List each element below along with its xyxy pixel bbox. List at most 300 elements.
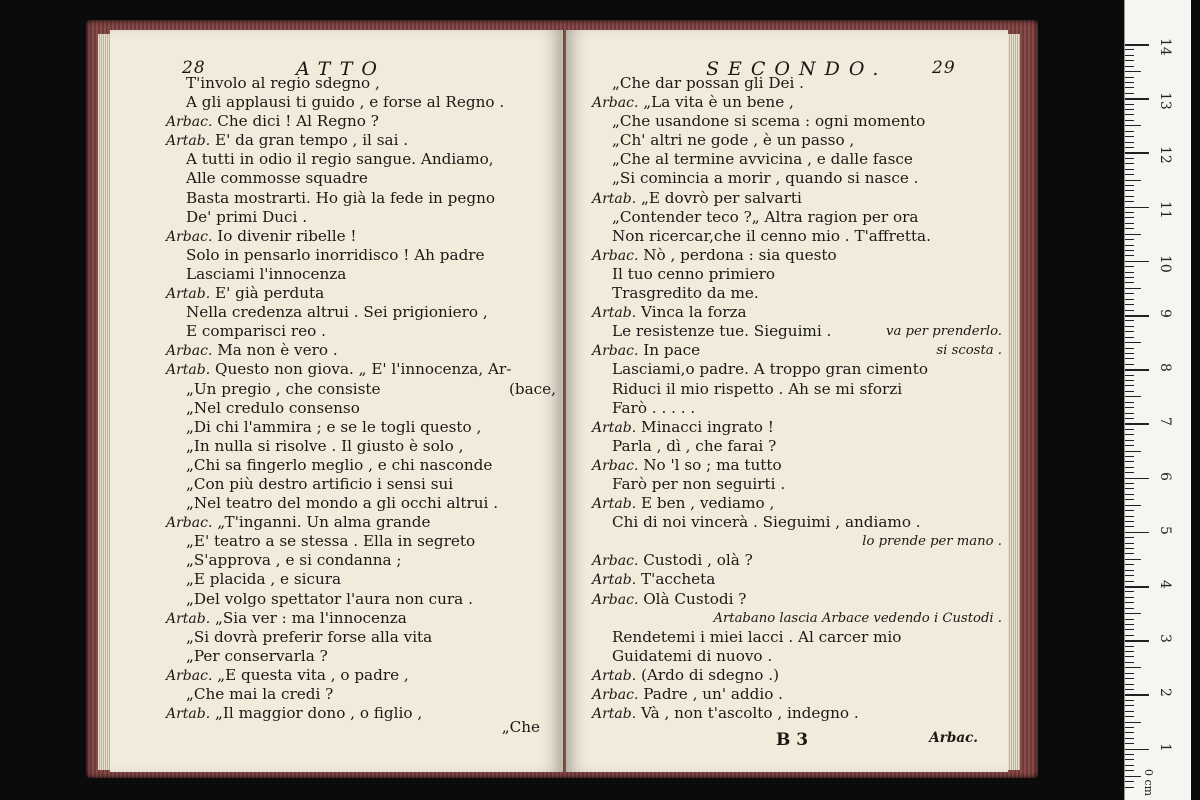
line-text: Nò , perdona : sia questo xyxy=(643,245,837,264)
line-text: „Che mai la credi ? xyxy=(186,685,334,703)
ruler-tick xyxy=(1125,223,1134,224)
line-overflow-text: (bace, xyxy=(508,379,556,398)
measurement-ruler xyxy=(1124,0,1191,800)
text-line xyxy=(592,704,1002,723)
speaker-name: Artab. xyxy=(592,305,637,322)
ruler-tick xyxy=(1125,537,1134,538)
ruler-tick xyxy=(1125,597,1134,598)
ruler-tick xyxy=(1125,575,1134,576)
line-text: Ma non è vero . xyxy=(217,341,338,360)
ruler-tick xyxy=(1125,255,1134,256)
line-text: T'accheta xyxy=(641,570,716,589)
ruler-tick xyxy=(1125,299,1134,300)
ruler-label: 1 xyxy=(1157,742,1173,752)
ruler-tick xyxy=(1125,239,1134,240)
line-text: Riduci il mio rispetto . Ah se mi sforzi xyxy=(612,379,903,398)
line-text: Parla , dì , che farai ? xyxy=(612,436,777,455)
speaker-name: Artab. xyxy=(166,706,211,723)
speaker-name: Arbac. xyxy=(592,687,639,703)
speaker-name: Artab. xyxy=(166,610,211,627)
ruler-tick xyxy=(1125,770,1134,771)
speaker-name: Artab. xyxy=(592,419,637,436)
speaker-name: Arbac. xyxy=(166,515,213,532)
line-text: „Nel teatro del mondo a gli occhi altrui . xyxy=(186,494,499,513)
text-line xyxy=(592,74,1002,93)
stage-direction: Artabano lascia Arbace vedendo i Custodi . xyxy=(713,610,1002,626)
ruler-tick xyxy=(1125,510,1134,511)
line-text: Solo in pensarlo inorridisco ! Ah padre xyxy=(186,245,485,264)
ruler-tick xyxy=(1125,185,1134,186)
ruler-tick xyxy=(1125,445,1134,446)
ruler-tick xyxy=(1125,673,1134,674)
line-text: „S'approva , e si condanna ; xyxy=(186,551,402,570)
ruler-tick xyxy=(1125,152,1149,154)
ruler-tick xyxy=(1125,624,1134,625)
text-line xyxy=(166,513,556,532)
text-line xyxy=(166,265,556,284)
ruler-unit-label: 0 cm xyxy=(1142,769,1155,797)
ruler-tick xyxy=(1125,304,1134,305)
line-text: Questo non giova. „ E' l'innocenza, Ar- xyxy=(215,360,512,379)
ruler-label: 5 xyxy=(1157,525,1173,535)
ruler-tick xyxy=(1125,104,1134,105)
text-line xyxy=(592,418,1002,437)
text-line xyxy=(592,322,1002,341)
ruler-tick xyxy=(1125,163,1134,164)
text-line xyxy=(592,246,1002,265)
speaker-name: Arbac. xyxy=(166,114,213,131)
ruler-tick xyxy=(1125,456,1134,457)
ruler-tick xyxy=(1125,396,1141,397)
ruler-tick xyxy=(1125,114,1134,115)
ruler-tick xyxy=(1125,581,1134,582)
ruler-label: 6 xyxy=(1157,471,1173,481)
text-line xyxy=(166,150,556,169)
ruler-tick xyxy=(1125,716,1134,717)
ruler-tick xyxy=(1125,564,1134,565)
ruler-tick xyxy=(1125,353,1134,354)
line-text: Olà Custodi ? xyxy=(643,589,747,608)
speaker-name: Artab. xyxy=(166,362,211,379)
speaker-name: Arbac. xyxy=(166,228,213,245)
line-text: „Un pregio , che consiste xyxy=(186,379,381,398)
line-text: „Del volgo spettator l'aura non cura . xyxy=(186,589,473,608)
ruler-tick xyxy=(1125,207,1149,209)
text-line xyxy=(592,112,1002,131)
ruler-tick xyxy=(1125,201,1134,202)
text-line xyxy=(166,208,556,227)
ruler-tick xyxy=(1125,738,1134,739)
left-page-number: 28 xyxy=(182,58,206,78)
line-text: „In nulla si risolve . Il giusto è solo , xyxy=(186,436,464,455)
ruler-tick xyxy=(1125,358,1134,359)
text-line xyxy=(592,494,1002,513)
ruler-tick xyxy=(1125,619,1134,620)
text-line xyxy=(592,590,1002,609)
text-line xyxy=(592,341,1002,360)
line-text: „E placida , e sicura xyxy=(186,570,342,589)
ruler-tick xyxy=(1125,77,1134,78)
left-catchword: „Che xyxy=(501,718,540,736)
line-text: Lasciami,o padre. A troppo gran cimento xyxy=(612,360,928,379)
ruler-tick xyxy=(1125,451,1141,452)
text-line xyxy=(592,150,1002,169)
ruler-tick xyxy=(1125,369,1149,371)
line-text: Farò . . . . . xyxy=(612,398,696,417)
text-line xyxy=(592,437,1002,456)
text-line xyxy=(166,360,556,379)
line-text: „T'inganni. Un alma grande xyxy=(217,513,431,532)
line-text: „Si dovrà preferir forse alla vita xyxy=(186,627,433,646)
ruler-tick xyxy=(1125,472,1134,473)
text-line xyxy=(592,303,1002,322)
line-text: „Per conservarla ? xyxy=(186,646,328,665)
ruler-tick xyxy=(1125,684,1134,685)
text-line xyxy=(166,93,556,112)
ruler-tick xyxy=(1125,55,1134,56)
text-line xyxy=(166,437,556,456)
speaker-name: Artab. xyxy=(592,572,637,589)
ruler-tick xyxy=(1125,499,1134,500)
line-text: „Di chi l'ammira ; e se le togli questo , xyxy=(186,417,482,436)
line-text: In pace xyxy=(643,341,701,360)
ruler-tick xyxy=(1125,461,1134,462)
text-line xyxy=(166,647,556,666)
ruler-tick xyxy=(1125,559,1141,560)
ruler-tick xyxy=(1125,651,1134,652)
text-line xyxy=(592,628,1002,647)
line-text: „Si comincia a morir , quando si nasce . xyxy=(612,169,919,188)
text-line xyxy=(592,609,1002,628)
text-line xyxy=(166,456,556,475)
line-text: A gli applausi ti guido , e forse al Regno . xyxy=(186,93,505,112)
line-text: Che dici ! Al Regno ? xyxy=(217,112,379,131)
line-text: „Che al termine avvicina , e dalle fasce xyxy=(612,150,913,169)
line-text: Và , non t'ascolto , indegno . xyxy=(641,704,859,723)
line-text: „E dovrò per salvarti xyxy=(641,188,802,207)
speaker-name: Arbac. xyxy=(166,343,213,360)
text-line xyxy=(166,246,556,265)
line-text: Alle commosse squadre xyxy=(186,169,368,188)
ruler-tick xyxy=(1125,71,1141,72)
right-text-block xyxy=(592,74,1002,723)
text-line xyxy=(166,551,556,570)
line-text: E comparisci reo . xyxy=(186,322,326,341)
ruler-tick xyxy=(1125,440,1134,441)
ruler-tick xyxy=(1125,662,1134,663)
ruler-tick xyxy=(1125,700,1134,701)
ruler-tick xyxy=(1125,49,1134,50)
ruler-tick xyxy=(1125,272,1134,273)
ruler-label: 13 xyxy=(1157,92,1173,111)
text-line xyxy=(166,609,556,628)
text-line xyxy=(166,131,556,150)
text-line xyxy=(166,74,556,93)
ruler-label: 10 xyxy=(1157,254,1173,273)
ruler-tick xyxy=(1125,646,1134,647)
speaker-name: Arbac. xyxy=(592,457,639,474)
line-text: „Ch' altri ne gode , è un passo , xyxy=(612,131,855,150)
text-line xyxy=(592,360,1002,379)
ruler-tick xyxy=(1125,331,1134,332)
speaker-name: Artab. xyxy=(592,667,637,684)
text-line xyxy=(592,399,1002,418)
line-text: No 'l so ; ma tutto xyxy=(643,455,782,474)
text-line xyxy=(166,418,556,437)
ruler-tick xyxy=(1125,190,1134,191)
ruler-tick xyxy=(1125,98,1149,100)
line-text: „Il maggior dono , o figlio , xyxy=(215,704,423,723)
ruler-tick xyxy=(1125,288,1141,289)
ruler-tick xyxy=(1125,678,1134,679)
line-text: „Sia ver : ma l'innocenza xyxy=(215,608,407,627)
ruler-tick xyxy=(1125,467,1134,468)
line-text: „La vita è un bene , xyxy=(643,93,794,112)
text-line xyxy=(166,494,556,513)
right-page xyxy=(566,30,1008,772)
ruler-tick xyxy=(1125,613,1141,614)
text-line xyxy=(166,341,556,360)
ruler-tick xyxy=(1125,494,1134,495)
ruler-tick xyxy=(1125,282,1134,283)
text-line xyxy=(166,666,556,685)
line-text: A tutti in odio il regio sangue. Andiamo, xyxy=(186,150,494,169)
line-text: „E' teatro a se stessa . Ella in segreto xyxy=(186,532,476,551)
text-line xyxy=(166,322,556,341)
ruler-tick xyxy=(1125,667,1141,668)
ruler-label: 8 xyxy=(1157,363,1173,373)
text-line xyxy=(592,551,1002,570)
text-line xyxy=(166,570,556,589)
line-text: „Che dar possan gli Dei . xyxy=(612,74,805,92)
ruler-tick xyxy=(1125,169,1134,170)
ruler-tick xyxy=(1125,570,1134,571)
ruler-tick xyxy=(1125,348,1134,349)
ruler-tick xyxy=(1125,781,1134,782)
line-text: Basta mostrarti. Ho già la fede in pegno xyxy=(186,188,496,207)
ruler-tick xyxy=(1125,787,1134,788)
ruler-label: 9 xyxy=(1157,309,1173,318)
ruler-tick xyxy=(1125,196,1134,197)
ruler-tick xyxy=(1125,142,1134,143)
line-text: Guidatemi di nuovo . xyxy=(612,646,773,665)
stage-direction: si scosta . xyxy=(936,343,1002,359)
text-line xyxy=(592,131,1002,150)
text-line xyxy=(166,704,556,723)
ruler-tick xyxy=(1125,277,1134,278)
ruler-tick xyxy=(1125,326,1134,327)
text-line xyxy=(592,227,1002,246)
line-text: T'involo al regio sdegno , xyxy=(186,74,380,92)
text-line xyxy=(592,570,1002,589)
ruler-tick xyxy=(1125,342,1141,343)
ruler-tick xyxy=(1125,602,1134,603)
line-text: E' da gran tempo , il sai . xyxy=(215,131,409,150)
ruler-tick xyxy=(1125,174,1134,175)
line-text: „Nel credulo consenso xyxy=(186,398,360,417)
ruler-tick xyxy=(1125,66,1134,67)
line-text: Nella credenza altrui . Sei prigioniero , xyxy=(186,303,488,322)
speaker-name: Artab. xyxy=(592,190,637,207)
ruler-tick xyxy=(1125,553,1134,554)
line-text: Farò per non seguirti . xyxy=(612,474,786,493)
text-line xyxy=(166,532,556,551)
ruler-tick xyxy=(1125,407,1134,408)
ruler-tick xyxy=(1125,705,1134,706)
ruler-tick xyxy=(1125,413,1134,414)
ruler-tick xyxy=(1125,640,1149,642)
ruler-tick xyxy=(1125,429,1134,430)
ruler-label: 7 xyxy=(1157,417,1173,427)
left-text-block xyxy=(166,74,556,723)
speaker-name: Arbac. xyxy=(592,247,639,264)
text-line xyxy=(166,189,556,208)
ruler-tick xyxy=(1125,125,1141,126)
left-page xyxy=(110,30,563,772)
ruler-tick xyxy=(1125,548,1134,549)
ruler-tick xyxy=(1125,158,1134,159)
speaker-name: Arbac. xyxy=(592,95,639,112)
line-text: Io divenir ribelle ! xyxy=(217,226,357,245)
ruler-tick xyxy=(1125,532,1149,534)
line-text: „Che usandone si scema : ogni momento xyxy=(612,112,926,131)
ruler-label: 2 xyxy=(1157,688,1173,698)
ruler-tick xyxy=(1125,629,1134,630)
right-page-number: 29 xyxy=(932,58,956,78)
text-line xyxy=(592,265,1002,284)
text-line xyxy=(166,399,556,418)
ruler-tick xyxy=(1125,488,1134,489)
ruler-tick xyxy=(1125,391,1134,392)
text-line xyxy=(166,380,556,399)
stage-direction: va per prenderlo. xyxy=(886,324,1002,340)
ruler-tick xyxy=(1125,722,1141,723)
ruler-tick xyxy=(1125,82,1134,83)
line-text: Minacci ingrato ! xyxy=(641,417,774,436)
stage-direction: lo prende per mano . xyxy=(862,534,1002,550)
text-line xyxy=(592,456,1002,475)
text-line xyxy=(592,685,1002,704)
line-text: Le resistenze tue. Sieguimi . xyxy=(612,322,832,341)
line-text: Padre , un' addio . xyxy=(643,685,783,703)
text-line xyxy=(592,475,1002,494)
text-line xyxy=(166,590,556,609)
ruler-tick xyxy=(1125,483,1134,484)
speaker-name: Artab. xyxy=(166,133,211,150)
ruler-label: 12 xyxy=(1157,146,1173,165)
ruler-tick xyxy=(1125,310,1134,311)
ruler-tick xyxy=(1125,120,1134,121)
ruler-tick xyxy=(1125,93,1134,94)
line-text: Chi di noi vincerà . Sieguimi , andiamo . xyxy=(612,513,921,532)
ruler-tick xyxy=(1125,635,1134,636)
line-text: „E questa vita , o padre , xyxy=(217,665,409,684)
text-line xyxy=(166,475,556,494)
ruler-tick xyxy=(1125,266,1134,267)
ruler-tick xyxy=(1125,131,1134,132)
speaker-name: Arbac. xyxy=(592,553,639,570)
speaker-name: Arbac. xyxy=(166,667,213,684)
text-line xyxy=(592,532,1002,551)
line-text: Trasgredito da me. xyxy=(612,284,759,303)
right-running-head: SECONDO. xyxy=(706,58,888,80)
ruler-tick xyxy=(1125,505,1141,506)
ruler-tick xyxy=(1125,217,1134,218)
line-text: „Chi sa fingerlo meglio , e chi nasconde xyxy=(186,455,493,474)
text-line xyxy=(592,513,1002,532)
text-line xyxy=(592,189,1002,208)
ruler-tick xyxy=(1125,656,1134,657)
ruler-tick xyxy=(1125,727,1134,728)
ruler-tick xyxy=(1125,136,1134,137)
ruler-tick xyxy=(1125,749,1149,751)
ruler-tick xyxy=(1125,180,1141,181)
text-line xyxy=(592,93,1002,112)
ruler-tick xyxy=(1125,250,1134,251)
line-text: „Con più destro artificio i sensi sui xyxy=(186,474,454,493)
line-text: „Contender teco ?„ Altra ragion per ora xyxy=(612,207,919,226)
ruler-tick xyxy=(1125,418,1134,419)
ruler-tick xyxy=(1125,776,1141,777)
ruler-tick xyxy=(1125,293,1134,294)
ruler-tick xyxy=(1125,543,1134,544)
ruler-tick xyxy=(1125,228,1134,229)
text-line xyxy=(592,666,1002,685)
ruler-tick xyxy=(1125,87,1134,88)
ruler-tick xyxy=(1125,478,1149,480)
ruler-tick xyxy=(1125,147,1134,148)
text-line xyxy=(592,284,1002,303)
ruler-tick xyxy=(1125,694,1149,696)
ruler-label: 4 xyxy=(1157,580,1173,589)
ruler-tick xyxy=(1125,521,1134,522)
text-line xyxy=(166,303,556,322)
text-line xyxy=(166,169,556,188)
ruler-tick xyxy=(1125,689,1134,690)
speaker-name: Arbac. xyxy=(592,591,639,608)
line-text: Lasciami l'innocenza xyxy=(186,264,347,283)
ruler-tick xyxy=(1125,364,1134,365)
ruler-tick xyxy=(1125,315,1149,317)
ruler-tick xyxy=(1125,380,1134,381)
page-edges-right xyxy=(1006,34,1020,770)
line-text: Il tuo cenno primiero xyxy=(612,264,776,283)
ruler-label: 14 xyxy=(1157,38,1173,56)
text-line xyxy=(592,647,1002,666)
ruler-tick xyxy=(1125,608,1134,609)
ruler-tick xyxy=(1125,711,1134,712)
ruler-label: 3 xyxy=(1157,634,1173,644)
speaker-name: Artab. xyxy=(166,286,211,303)
text-line xyxy=(166,628,556,647)
speaker-name: Artab. xyxy=(592,706,637,723)
ruler-tick xyxy=(1125,245,1134,246)
line-text: De' primi Duci . xyxy=(186,207,308,226)
ruler-tick xyxy=(1125,337,1134,338)
ruler-tick xyxy=(1125,60,1134,61)
left-running-head: ATTO xyxy=(296,58,386,80)
ruler-tick xyxy=(1125,234,1141,235)
line-text: Rendetemi i miei lacci . Al carcer mio xyxy=(612,627,902,646)
ruler-tick xyxy=(1125,434,1134,435)
line-text: Vinca la forza xyxy=(641,303,747,322)
ruler-tick xyxy=(1125,765,1134,766)
ruler-tick xyxy=(1125,743,1134,744)
ruler-tick xyxy=(1125,320,1134,321)
ruler-tick xyxy=(1125,732,1134,733)
ruler-tick xyxy=(1125,586,1149,588)
text-line xyxy=(592,169,1002,188)
